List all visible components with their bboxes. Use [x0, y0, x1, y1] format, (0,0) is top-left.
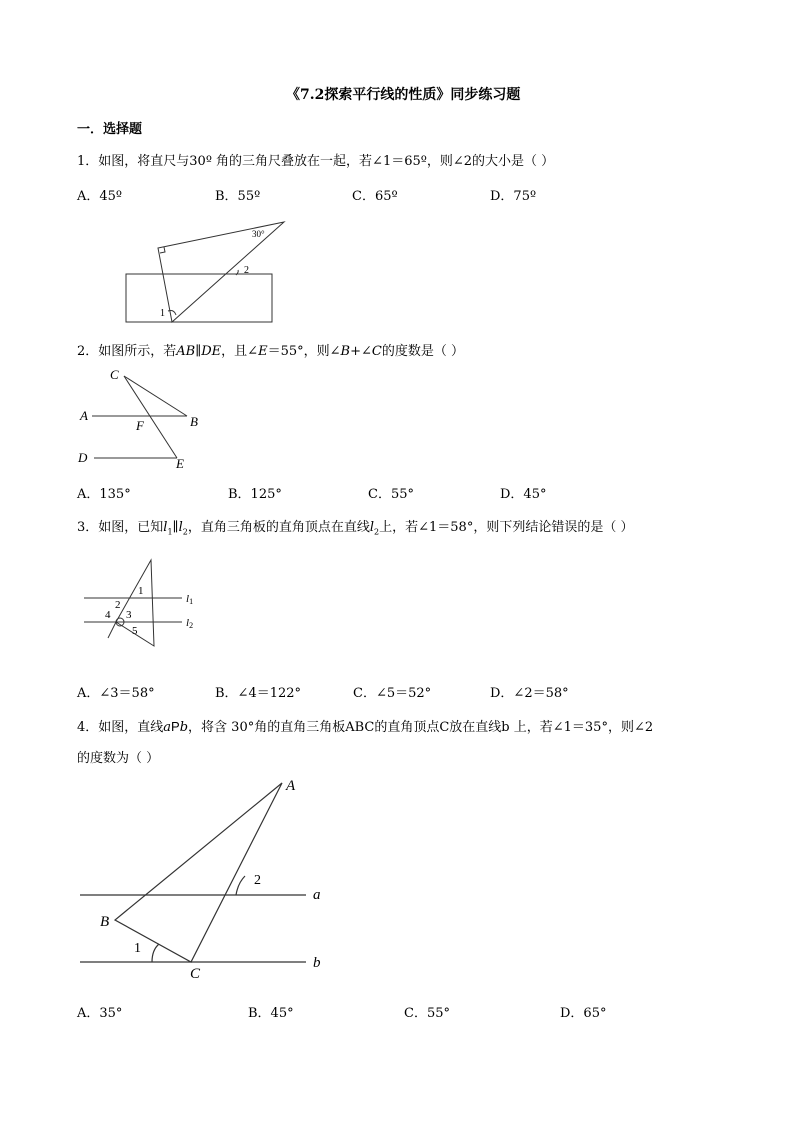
- q3-stem-l3: l: [369, 520, 375, 535]
- q4-stem-pre: 4．如图，直线: [77, 720, 164, 735]
- segment-cb: [124, 376, 187, 416]
- l2-letter: l: [186, 617, 190, 629]
- line-l2-label: [186, 617, 193, 630]
- point-d-label: D: [78, 450, 88, 465]
- angle-1-label: 1: [138, 585, 144, 597]
- angle-1-label: 1: [134, 941, 141, 956]
- q2-stem-par: ∥: [195, 344, 202, 359]
- q2-stem-b: B: [340, 344, 351, 359]
- line-a-label: a: [313, 887, 321, 903]
- q4-option-a[interactable]: A．35°: [77, 1006, 123, 1021]
- q2-stem-e: E: [258, 344, 268, 359]
- q2-option-b[interactable]: B．125°: [228, 487, 282, 502]
- segment-ce: [124, 376, 177, 458]
- point-b-label: B: [190, 414, 198, 429]
- q4-option-c[interactable]: C．55°: [404, 1006, 450, 1021]
- q1-figure: [120, 215, 295, 327]
- q1-option-a[interactable]: A．45º: [77, 189, 123, 204]
- q2-option-a[interactable]: A．135°: [77, 487, 131, 502]
- q2-stem-c: C: [371, 344, 382, 359]
- q1-option-c[interactable]: C．65º: [352, 189, 398, 204]
- q2-option-d[interactable]: D．45°: [500, 487, 547, 502]
- extension-line: [108, 622, 116, 638]
- q3-stem-sub3: 2: [374, 527, 380, 537]
- q3-stem-post: 上，若∠1＝58°，则下列结论错误的是（ ）: [379, 520, 634, 535]
- q4-stem-sym: P: [171, 719, 180, 734]
- q4-option-b[interactable]: B．45°: [248, 1006, 294, 1021]
- q4-option-d[interactable]: D．65°: [560, 1006, 607, 1021]
- question-4-stem-line2: 的度数为（ ）: [77, 751, 160, 766]
- q3-stem-l1: l: [163, 520, 168, 535]
- q4-stem-a: a: [163, 720, 172, 735]
- l1-letter: l: [186, 593, 190, 605]
- q3-stem-sub1: 1: [167, 527, 173, 537]
- q3-figure: [78, 552, 208, 657]
- q4-stem-b: b: [179, 720, 189, 735]
- point-c-label: C: [190, 966, 201, 982]
- q2-stem-de: DE: [201, 344, 222, 359]
- q2-stem-mid: ，且∠: [221, 344, 259, 359]
- q2-stem-ab: AB: [176, 344, 196, 359]
- section-heading: 一．选择题: [77, 122, 143, 137]
- point-c-label: C: [110, 367, 119, 382]
- angle-2-arc: [236, 876, 245, 895]
- q3-option-b[interactable]: B．∠4＝122°: [215, 686, 302, 701]
- question-3-stem: [77, 516, 633, 537]
- point-f-label: F: [136, 418, 144, 433]
- page-title: 《7.2探索平行线的性质》同步练习题: [286, 87, 521, 103]
- q2-stem-mid3: +∠: [350, 344, 372, 359]
- line-b-label: b: [313, 955, 321, 971]
- question-1-stem: 1．如图，将直尺与30º 角的三角尺叠放在一起，若∠1＝65º，则∠2的大小是（ ）: [77, 154, 555, 169]
- q2-figure: [72, 362, 212, 474]
- point-a-label: A: [80, 408, 88, 423]
- triangle-shape: [158, 222, 284, 322]
- point-e-label: E: [176, 456, 184, 471]
- angle-5-label: 5: [132, 625, 138, 637]
- q1-option-d[interactable]: D．75º: [490, 189, 537, 204]
- angle-1-label: 1: [160, 308, 165, 319]
- q4-stem-post: ，将含 30°角的直角三角板ABC的直角顶点C放在直线b 上，若∠1＝35°，则∠2: [188, 720, 654, 735]
- question-2-stem: [77, 340, 464, 359]
- angle-1-arc: [152, 944, 159, 962]
- angle-1-arc: [168, 311, 176, 316]
- q3-stem-sub2: 2: [182, 527, 188, 537]
- angle-3-label: 3: [126, 609, 132, 621]
- angle-2-label: 2: [254, 873, 261, 888]
- point-b-label: B: [100, 914, 110, 930]
- question-4-stem: [77, 716, 653, 735]
- point-a-label: A: [286, 778, 296, 794]
- angle-2-label: 2: [244, 265, 249, 276]
- q3-stem-l2: l: [178, 520, 183, 535]
- q2-stem-pre: 2．如图所示，若: [77, 344, 177, 359]
- angle-4-label: 4: [105, 609, 111, 621]
- angle-30-label: 30°: [252, 229, 265, 239]
- q4-figure: [70, 770, 340, 985]
- q3-option-a[interactable]: A．∠3＝58°: [77, 686, 155, 701]
- l2-sub: 2: [189, 621, 194, 630]
- q1-option-b[interactable]: B．55º: [215, 189, 261, 204]
- angle-2-label: 2: [115, 599, 121, 611]
- q2-stem-mid2: ＝55°，则∠: [267, 344, 341, 359]
- q3-stem-par: ∥: [172, 520, 179, 535]
- q3-stem-mid: ，直角三角板的直角顶点在直线: [187, 520, 370, 535]
- q3-option-c[interactable]: C．∠5＝52°: [353, 686, 432, 701]
- line-l1-label: [186, 593, 193, 606]
- q2-option-c[interactable]: C．55°: [368, 487, 414, 502]
- q3-option-d[interactable]: D．∠2＝58°: [490, 686, 569, 701]
- q2-stem-post: 的度数是（ ）: [381, 344, 464, 359]
- q3-stem-pre: 3．如图，已知: [77, 520, 164, 535]
- l1-sub: 1: [189, 597, 194, 606]
